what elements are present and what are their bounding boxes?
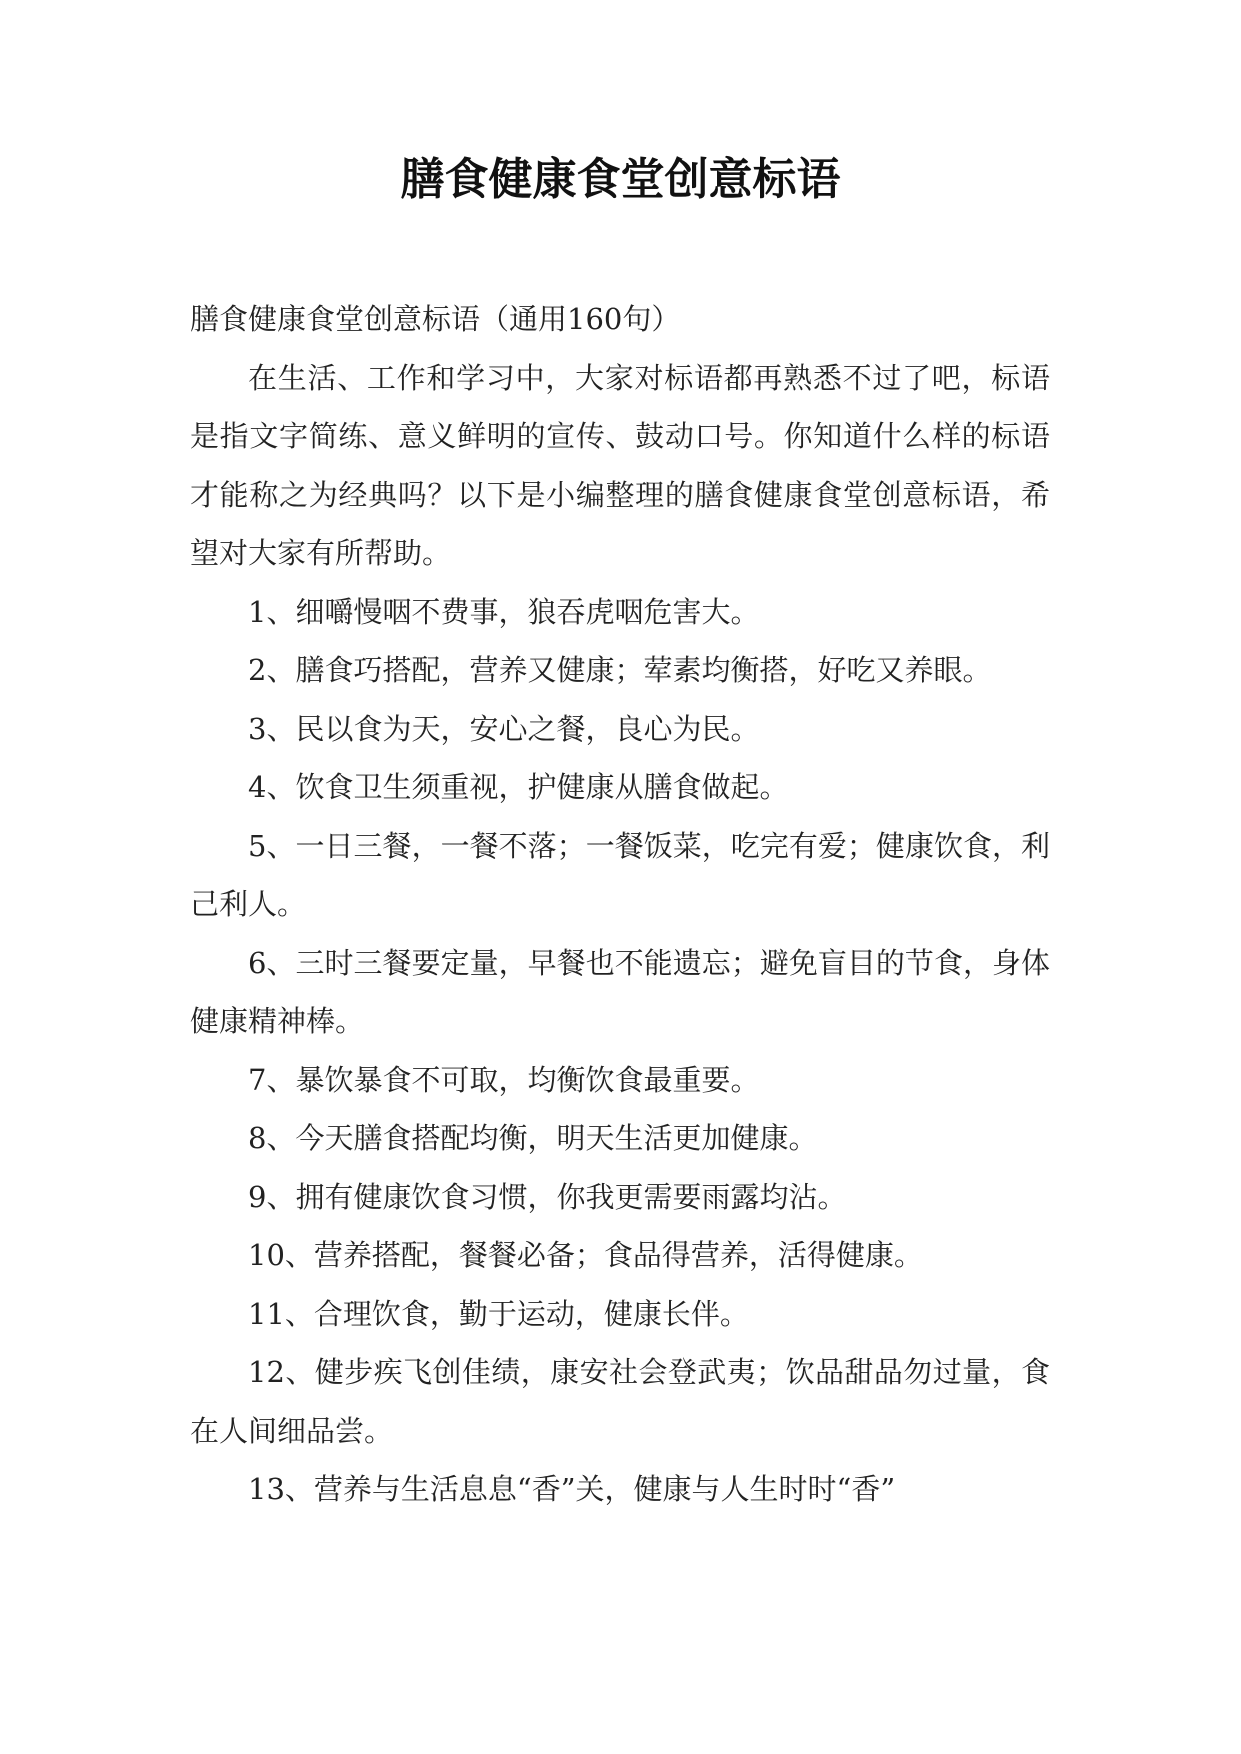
slogan-item: 13、营养与生活息息“香”关，健康与人生时时“香” [248, 1472, 896, 1506]
slogan-item: 6、三时三餐要定量，早餐也不能遗忘；避免盲目的节食，身体健康精神棒。 [190, 945, 1050, 1038]
slogan-item: 9、拥有健康饮食习惯，你我更需要雨露均沾。 [248, 1179, 847, 1214]
document-subtitle: 膳食健康食堂创意标语（通用160句） [190, 302, 681, 336]
slogan-item: 7、暴饮暴食不可取，均衡饮食最重要。 [248, 1062, 760, 1097]
document-body [190, 290, 1050, 1519]
slogan-item: 2、膳食巧搭配，营养又健康；荤素均衡搭，好吃又养眼。 [248, 653, 992, 687]
slogan-item: 10、营养搭配，餐餐必备；食品得营养，活得健康。 [248, 1238, 923, 1272]
slogan-item: 1、细嚼慢咽不费事，狼吞虎咽危害大。 [248, 594, 760, 629]
slogan-item: 11、合理饮食，勤于运动，健康长伴。 [248, 1296, 749, 1331]
slogan-item: 5、一日三餐，一餐不落；一餐饭菜，吃完有爱；健康饮食，利己利人。 [190, 828, 1050, 921]
document-title: 膳食健康食堂创意标语 [400, 154, 841, 205]
slogan-item: 4、饮食卫生须重视，护健康从膳食做起。 [248, 770, 789, 804]
slogan-item: 8、今天膳食搭配均衡，明天生活更加健康。 [248, 1121, 818, 1155]
slogan-item: 3、民以食为天，安心之餐，良心为民。 [248, 711, 760, 746]
slogan-item: 12、健步疾飞创佳绩，康安社会登武夷；饮品甜品勿过量，食在人间细品尝。 [190, 1355, 1050, 1448]
intro-paragraph: 在生活、工作和学习中，大家对标语都再熟悉不过了吧，标语是指文字简练、意义鲜明的宣传、鼓动口号。你知道什么样的标语才能称之为经典吗？以下是小编整理的膳食健康食堂创意标语，希望对大家有所帮助。 [190, 360, 1050, 570]
